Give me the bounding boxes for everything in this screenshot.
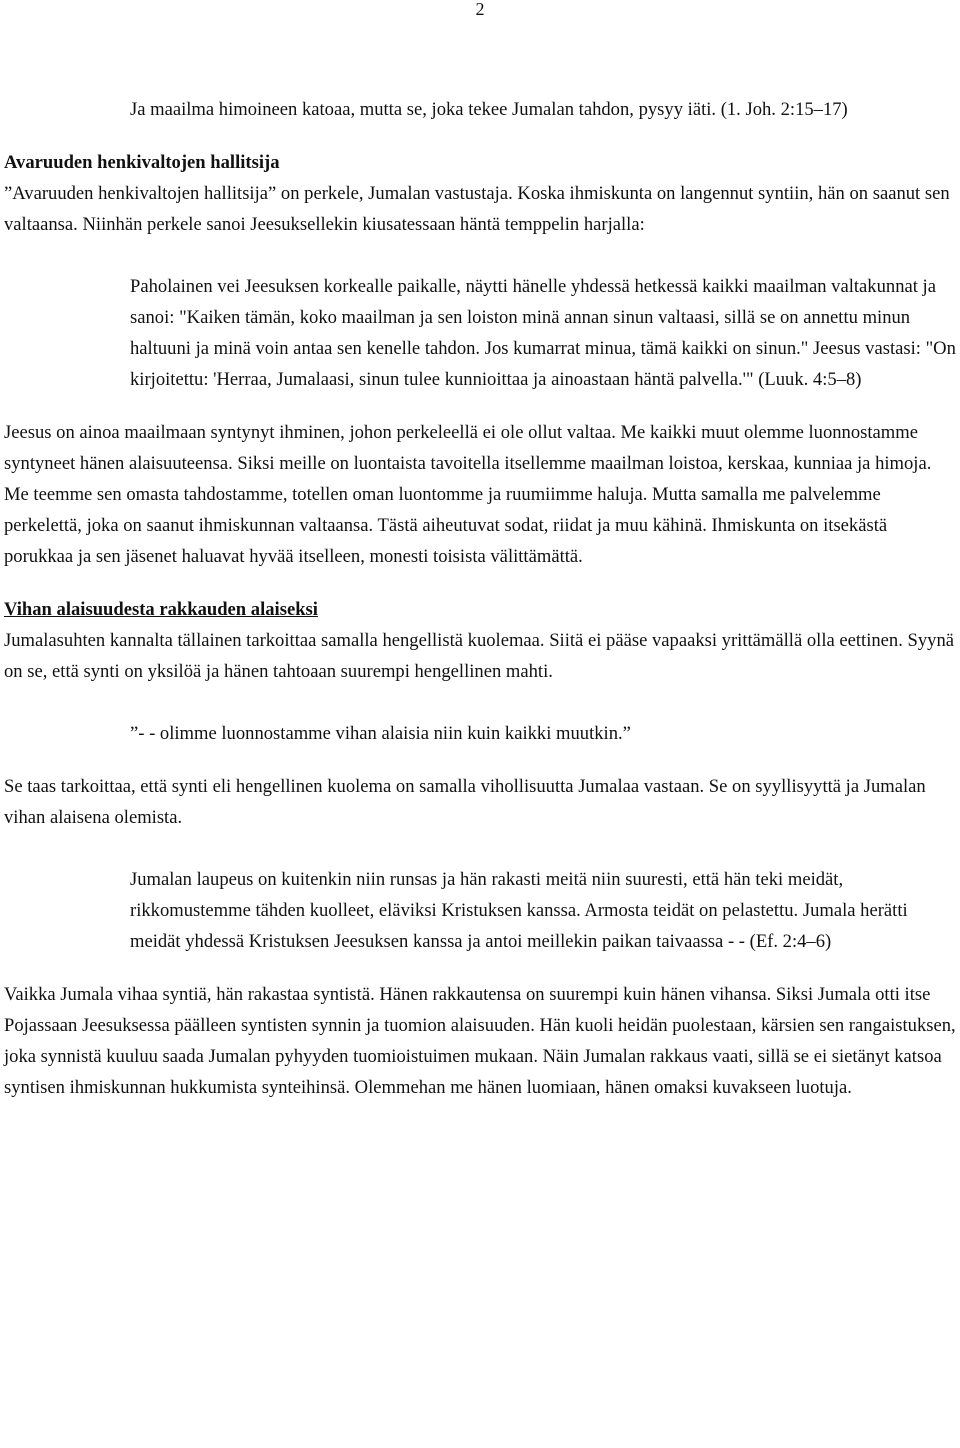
block-quote-efesolais: Jumalan laupeus on kuitenkin niin runsas ja hän rakasti meitä niin suuresti, että hän teki meidät, rikkomustemme tähden kuolleet, eläviksi Kristuksen kanssa. Armosta teidät on pelastettu. Jumala herätti meidät yhdessä Kristuksen Jeesuksen kanssa ja antoi meillekin paikan taivaassa - - (Ef. 2:4–6): [130, 869, 908, 952]
section-heading-vihan: Vihan alaisuudesta rakkauden alaiseksi: [4, 599, 318, 620]
block-quote-luuk: Paholainen vei Jeesuksen korkealle paikalle, näytti hänelle yhdessä hetkessä kaikki maailman valtakunnat ja sanoi: "Kaiken tämän, koko maailman ja sen loiston minä annan sinun valtaasi, sillä se on annettu minun haltuuni ja minä voin antaa sen kenelle tahdon. Jos kumarrat minua, tämä kaikki on sinun." Jeesus vastasi: "On kirjoitettu: 'Herraa, Jumalaasi, sinun tulee kunnioittaa ja ainoastaan häntä palvella.'" (Luuk. 4:5–8): [130, 276, 956, 390]
document-body: [4, 94, 956, 1103]
paragraph-jeesus-ainoa: Jeesus on ainoa maailmaan syntynyt ihminen, johon perkeleellä ei ole ollut valtaa. Me kaikki muut olemme luonnostamme syntyneet hänen alaisuuteensa. Siksi meille on luontaista tavoitella itsellemme maailman loistoa, kerskaa, kunniaa ja himoja. Me teemme sen omasta tahdostamme, totellen oman luontomme ja ruumiimme haluja. Mutta samalla me palvelemme perkelettä, joka on saanut ihmiskunnan valtaansa. Tästä aiheutuvat sodat, riidat ja muu kähinä. Ihmiskunta on itsekästä porukkaa ja sen jäsenet haluavat hyvää itselleen, monesti toisista välittämättä.: [4, 422, 932, 567]
paragraph-hallitsija: ”Avaruuden henkivaltojen hallitsija” on perkele, Jumalan vastustaja. Koska ihmiskunta on langennut syntiin, hän on saanut sen valtaansa. Niinhän perkele sanoi Jeesuksellekin kiusatessaan häntä temppelin harjalla:: [4, 183, 950, 235]
paragraph-scripture-1john: Ja maailma himoineen katoaa, mutta se, joka tekee Jumalan tahdon, pysyy iäti. (1. Joh. 2:15–17): [130, 99, 848, 120]
paragraph-rakkaus: Vaikka Jumala vihaa syntiä, hän rakastaa syntistä. Hänen rakkautensa on suurempi kuin hänen vihansa. Siksi Jumala otti itse Pojassaan Jeesuksessa päälleen syntisten synnin ja tuomion alaisuuden. Hän kuoli heidän puolestaan, kärsien sen rangaistuksen, joka synnistä kuuluu saada Jumalan pyhyyden tuomioistuimen mukaan. Näin Jumalan rakkaus vaati, sillä se ei sietänyt katsoa syntisen ihmiskunnan hukkumista synteihinsä. Olemmehan me hänen luomiaan, hänen omaksi kuvakseen luotuja.: [4, 984, 956, 1098]
paragraph-vihollisuus: Se taas tarkoittaa, että synti eli hengellinen kuolema on samalla vihollisuutta Jumalaa vastaan. Se on syyllisyyttä ja Jumalan vihan alaisena olemista.: [4, 776, 926, 828]
paragraph-jumalasuhde: Jumalasuhten kannalta tällainen tarkoittaa samalla hengellistä kuolemaa. Siitä ei pääse vapaaksi yrittämällä olla eettinen. Syynä on se, että synti on yksilöä ja hänen tahtoaan suurempi hengellinen mahti.: [4, 630, 955, 682]
section-heading-avaruuden: Avaruuden henkivaltojen hallitsija: [4, 152, 280, 173]
page-number: 2: [475, 0, 485, 19]
block-quote-vihan-alaisia: ”- - olimme luonnostamme vihan alaisia niin kuin kaikki muutkin.”: [130, 723, 631, 744]
